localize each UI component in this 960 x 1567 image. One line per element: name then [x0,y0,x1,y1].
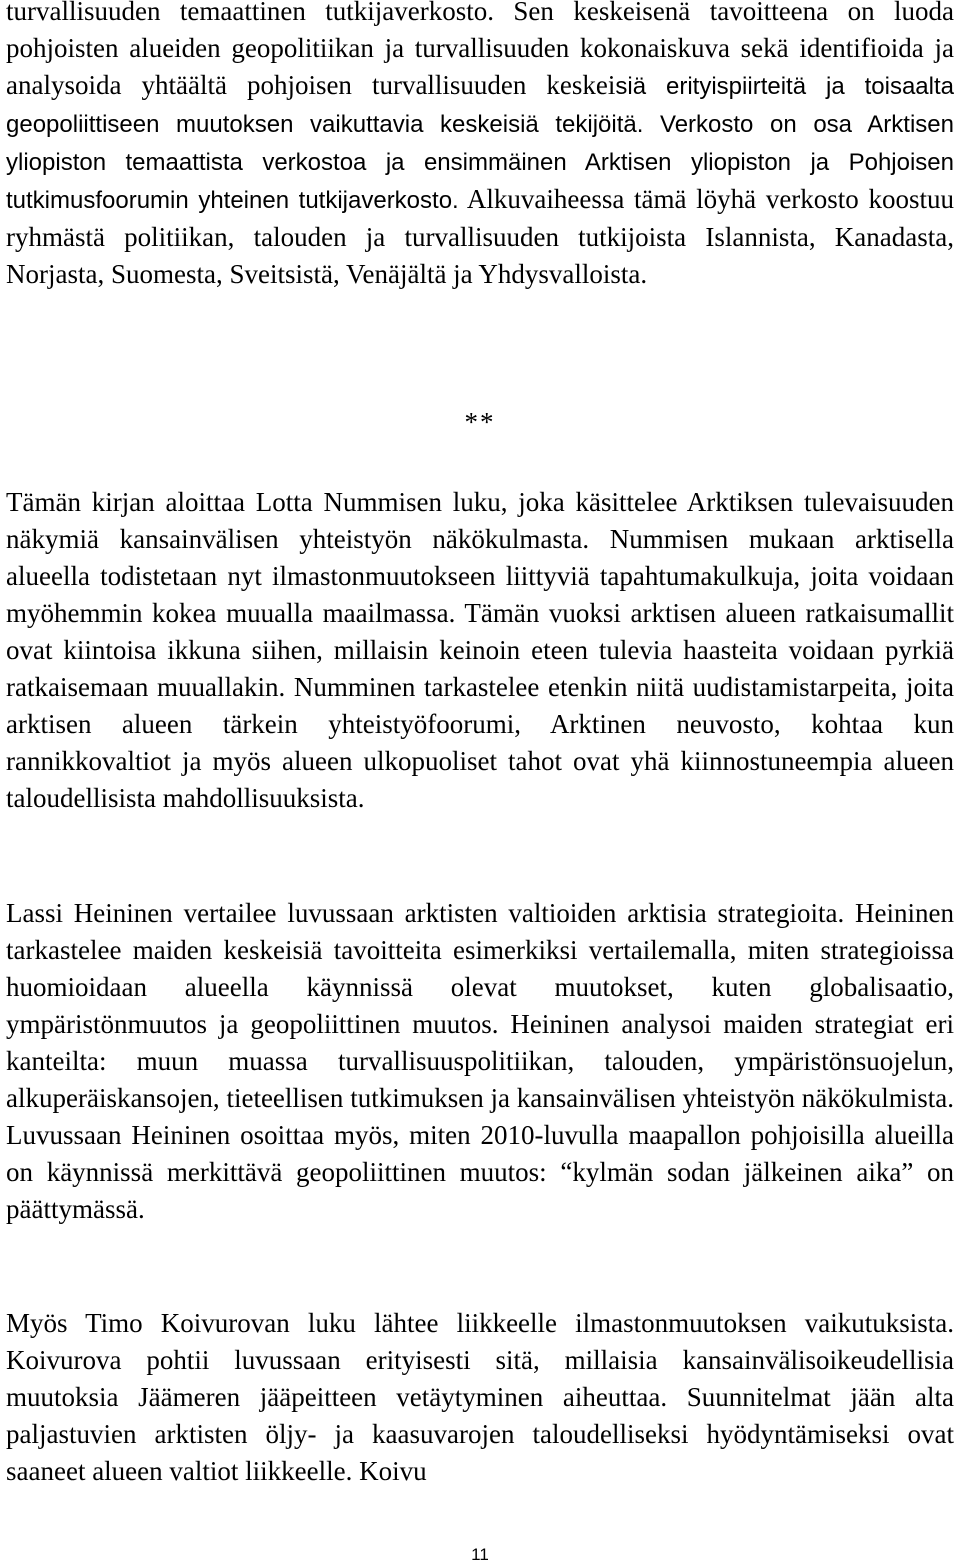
paragraph-text-serif-end: Alkuvaiheessa tämä löyhä verkosto koostuu ryhmästä politiikan, talouden ja turvallisuuden tutkijoista Islannista, Kanadasta, Norjasta, Suomesta, Sveitsistä, Venäjältä ja Yhdysvalloista. [6,184,954,289]
paragraph-koivurova: Myös Timo Koivurovan luku lähtee liikkeelle ilmastonmuutoksen vaikutuksista. Koivurova pohtii luvussaan erityisesti sitä, millaisia kansainvälisoikeudellisia muutoksia Jäämeren jääpeitteen vetäytyminen aiheuttaa. Suunnitelmat jään alta paljastuvien arktisten öljy- ja kaasuvarojen taloudelliseksi hyödyntämiseksi ovat saaneet alueen valtiot liikkeelle. Koivu [6,1308,954,1486]
paragraph-text-serif-start: turvallisuuden temaattinen tutkijaverkosto. Sen keskeisenä tavoitteena on luoda pohjoisten alueiden geopolitiikan ja turvallisuuden kokonaiskuva sekä identifioida ja analysoida yhtäältä pohjoisen turvallisuuden keskei [6,0,954,100]
paragraph-numminen: Tämän kirjan aloittaa Lotta Nummisen luku, joka käsittelee Arktiksen tulevaisuuden näkymiä kansainvälisen yhteistyön näkökulmasta. Nummisen mukaan arktisella alueella todistetaan nyt ilmastonmuutokseen liittyviä tapahtumakulkuja, joita voidaan myöhemmin kokea muualla maailmassa. Tämän vuoksi arktisen alueen ratkaisumallit ovat kiintoisa ikkuna siihen, millaisin keinoin eteen tulevia haasteita voidaan pyrkiä ratkaisemaan muuallakin. Numminen tarkastelee etenkin niitä uudistamistarpeita, joita arktisen alueen tärkein yhteistyöfoorumi, Arktinen neuvosto, kohtaa kun rannikkovaltiot ja myös alueen ulkopuoliset tahot ovat yhä kiinnostuneempia alueen taloudellisista mahdollisuuksista. [6,487,954,813]
paragraph-heininen: Lassi Heininen vertailee luvussaan arktisten valtioiden arktisia strategioita. Heininen tarkastelee maiden keskeisiä tavoitteita esimerkiksi vertailemalla, miten strategioissa huomioidaan alueella käynnissä olevat muutokset, kuten globalisaatio, ympäristönmuutos ja geopoliittinen muutos. Heininen analysoi maiden strategiat eri kanteilta: muun muassa turvallisuuspolitiikan, talouden, ympäristönsuojelun, alkuperäiskansojen, tieteellisen tutkimuksen ja kansainvälisen yhteistyön näkökulmista. Luvussaan Heininen osoittaa myös, miten 2010-luvulla maapallon pohjoisilla alueilla on käynnissä merkittävä geopoliittinen muutos: “kylmän sodan jälkeinen aika” on päättymässä. [6,898,954,1224]
page-number: 11 [471,1545,489,1564]
section-separator: ** [464,407,496,437]
paragraph-text-sans: siä erityispiirteitä ja toisaalta geopoliittiseen muutoksen vaikuttavia keskeisiä tekijöitä. Verkosto on osa Arktisen yliopiston temaattista verkostoa ja ensimmäinen Arktisen yliopiston ja Pohjoisen tutkimusfoorumin yhteinen tutkijaverkosto. [6,73,954,214]
paragraph-research-network [6,0,954,293]
